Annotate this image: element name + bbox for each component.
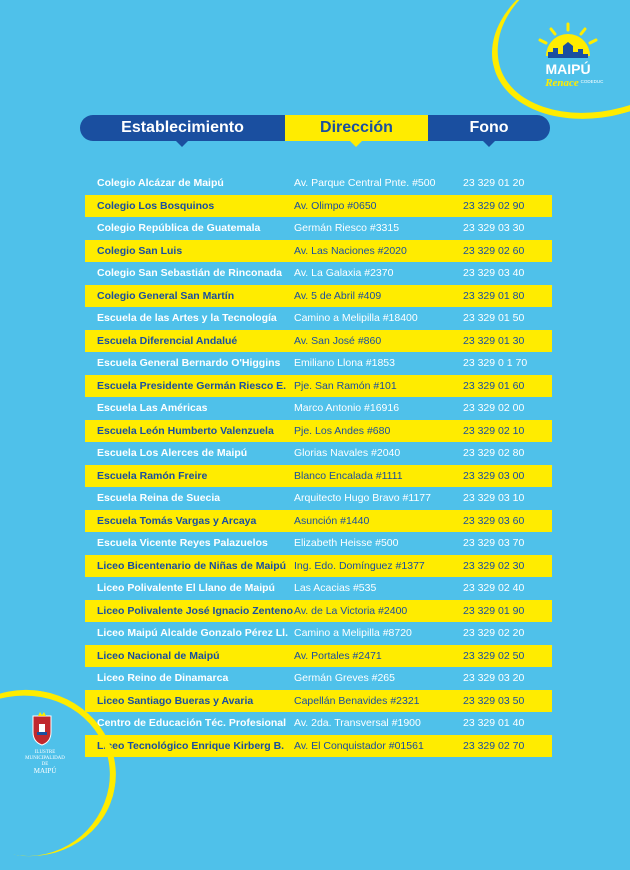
table-row	[85, 487, 552, 510]
establishment-phone: 23 329 03 20	[463, 672, 525, 684]
establishment-address: Av. Las Naciones #2020	[294, 244, 407, 257]
table-row	[85, 262, 552, 285]
establishment-name: Liceo Santiago Bueras y Avaria	[97, 694, 254, 707]
establishments-table	[85, 172, 552, 757]
establishment-name: Liceo Reino de Dinamarca	[97, 672, 229, 684]
establishment-name: Escuela Las Américas	[97, 402, 208, 414]
establishment-name: Liceo Polivalente José Ignacio Zenteno	[97, 604, 294, 617]
establishment-phone: 23 329 01 80	[463, 289, 525, 302]
establishment-phone: 23 329 02 90	[463, 199, 525, 212]
establishment-name: Colegio Los Bosquinos	[97, 199, 215, 212]
establishment-name: Escuela Los Alerces de Maipú	[97, 447, 248, 459]
establishment-name: Escuela General Bernardo O'Higgins	[97, 357, 281, 369]
establishment-phone: 23 329 03 60	[463, 514, 525, 527]
establishment-phone: 23 329 0 1 70	[463, 357, 528, 369]
establishment-phone: 23 329 02 70	[463, 739, 525, 752]
table-row	[85, 307, 552, 330]
establishment-address: Ing. Edo. Domínguez #1377	[294, 559, 425, 572]
establishment-name: Liceo Maipú Alcalde Gonzalo Pérez Ll.	[97, 627, 288, 639]
establishment-phone: 23 329 02 00	[463, 402, 525, 414]
establishment-phone: 23 329 03 00	[463, 469, 525, 482]
establishment-address: Asunción #1440	[294, 514, 370, 527]
crest-caption	[22, 750, 68, 774]
crest-line3: MAIPÚ	[33, 767, 57, 775]
establishment-phone: 23 329 01 60	[463, 379, 525, 392]
establishment-address: Las Acacias #535	[294, 582, 377, 594]
establishment-name: Centro de Educación Téc. Profesional	[97, 717, 287, 729]
table-row	[85, 712, 552, 735]
establishment-name: Liceo Bicentenario de Niñas de Maipú	[97, 559, 287, 572]
establishment-name: Colegio General San Martín	[97, 289, 235, 302]
table-row	[85, 622, 552, 645]
table-row	[85, 420, 552, 443]
establishment-name: Escuela Vicente Reyes Palazuelos	[97, 537, 268, 549]
establishment-phone: 23 329 01 30	[463, 334, 525, 347]
table-row	[85, 532, 552, 555]
establishment-address: Emiliano Llona #1853	[294, 357, 395, 369]
establishment-phone: 23 329 02 80	[463, 447, 525, 459]
establishment-address: Pje. Los Andes #680	[294, 424, 391, 437]
table-row	[85, 510, 552, 533]
establishment-phone: 23 329 01 40	[463, 717, 525, 729]
establishment-name: Escuela Reina de Suecia	[97, 492, 221, 504]
header-establecimiento: Establecimiento	[80, 115, 285, 141]
table-row	[85, 577, 552, 600]
table-row	[85, 735, 552, 758]
establishment-address: Av. La Galaxia #2370	[294, 267, 394, 279]
table-row	[85, 217, 552, 240]
establishment-address: Av. de La Victoria #2400	[294, 604, 408, 617]
header-fono: Fono	[428, 115, 550, 141]
logo-text: MAIPÚ	[545, 61, 591, 77]
establishment-address: Camino a Melipilla #18400	[294, 312, 418, 324]
establishment-address: Arquitecto Hugo Bravo #1177	[294, 492, 431, 504]
establishment-name: Liceo Nacional de Maipú	[97, 649, 220, 662]
establishment-address: Germán Riesco #3315	[294, 222, 400, 234]
establishment-name: Colegio San Sebastián de Rinconada	[97, 267, 282, 279]
establishment-address: Camino a Melipilla #8720	[294, 627, 412, 639]
establishment-address: Pje. San Ramón #101	[294, 379, 397, 392]
table-row	[85, 645, 552, 668]
crest-line1: ILUSTRE	[34, 750, 56, 755]
establishment-address: Capellán Benavides #2321	[294, 694, 420, 707]
establishment-phone: 23 329 02 60	[463, 244, 525, 257]
establishment-address: Av. Portales #2471	[294, 649, 382, 662]
establishment-phone: 23 329 02 50	[463, 649, 525, 662]
establishment-name: Liceo Tecnológico Enrique Kirberg B.	[97, 739, 285, 752]
establishment-name: Colegio República de Guatemala	[97, 222, 261, 234]
establishment-phone: 23 329 02 10	[463, 424, 525, 437]
establishment-phone: 23 329 01 90	[463, 604, 525, 617]
establishment-phone: 23 329 01 50	[463, 312, 525, 324]
establishment-phone: 23 329 03 30	[463, 222, 525, 234]
table-row	[85, 690, 552, 713]
establishment-address: Av. 2da. Transversal #1900	[294, 717, 421, 729]
table-row	[85, 172, 552, 195]
establishment-name: Colegio San Luis	[97, 244, 183, 257]
establishment-address: Elizabeth Heisse #500	[294, 537, 399, 549]
table-row	[85, 285, 552, 308]
establishment-phone: 23 329 02 30	[463, 559, 525, 572]
table-row	[85, 240, 552, 263]
table-row	[85, 352, 552, 375]
table-row	[85, 442, 552, 465]
establishment-phone: 23 329 03 10	[463, 492, 525, 504]
establishment-name: Escuela Ramón Freire	[97, 469, 208, 482]
crest-line2: MUNICIPALIDAD DE	[25, 756, 65, 767]
municipal-crest-icon	[30, 712, 54, 746]
header-direccion: Dirección	[285, 115, 428, 141]
table-row	[85, 600, 552, 623]
establishment-address: Av. 5 de Abril #409	[294, 289, 382, 302]
table-header	[80, 115, 550, 141]
establishment-name: Escuela Presidente Germán Riesco E.	[97, 379, 287, 392]
establishment-name: Escuela Diferencial Andalué	[97, 334, 238, 347]
logo-tagline: Renace	[545, 77, 579, 89]
establishment-phone: 23 329 03 50	[463, 694, 525, 707]
table-row	[85, 375, 552, 398]
logo-sub: CODEDUC	[580, 79, 604, 84]
table-row	[85, 397, 552, 420]
header-arrow-icon	[483, 141, 495, 147]
table-row	[85, 330, 552, 353]
establishment-name: Liceo Polivalente El Llano de Maipú	[97, 582, 275, 594]
establishment-name: Colegio Alcázar de Maipú	[97, 177, 224, 189]
establishment-address: Av. Parque Central Pnte. #500	[294, 177, 436, 189]
table-row	[85, 465, 552, 488]
establishment-name: Escuela de las Artes y la Tecnología	[97, 312, 277, 324]
establishment-name: Escuela León Humberto Valenzuela	[97, 424, 274, 437]
establishment-address: Marco Antonio #16916	[294, 402, 400, 414]
establishment-address: Av. San José #860	[294, 334, 382, 347]
table-row	[85, 195, 552, 218]
establishment-address: Glorias Navales #2040	[294, 447, 401, 459]
maipu-renace-logo	[528, 22, 608, 102]
header-arrow-icon	[350, 141, 362, 147]
establishment-address: Blanco Encalada #1111	[294, 469, 403, 482]
table-row	[85, 555, 552, 578]
establishment-phone: 23 329 03 70	[463, 537, 525, 549]
establishment-address: Av. El Conquistador #01561	[294, 739, 424, 752]
table-row	[85, 667, 552, 690]
establishment-phone: 23 329 02 20	[463, 627, 525, 639]
establishment-phone: 23 329 02 40	[463, 582, 525, 594]
header-arrow-icon	[176, 141, 188, 147]
establishment-address: Germán Greves #265	[294, 672, 395, 684]
establishment-phone: 23 329 01 20	[463, 177, 525, 189]
establishment-address: Av. Olimpo #0650	[294, 199, 377, 212]
establishment-phone: 23 329 03 40	[463, 267, 525, 279]
establishment-name: Escuela Tomás Vargas y Arcaya	[97, 514, 257, 527]
